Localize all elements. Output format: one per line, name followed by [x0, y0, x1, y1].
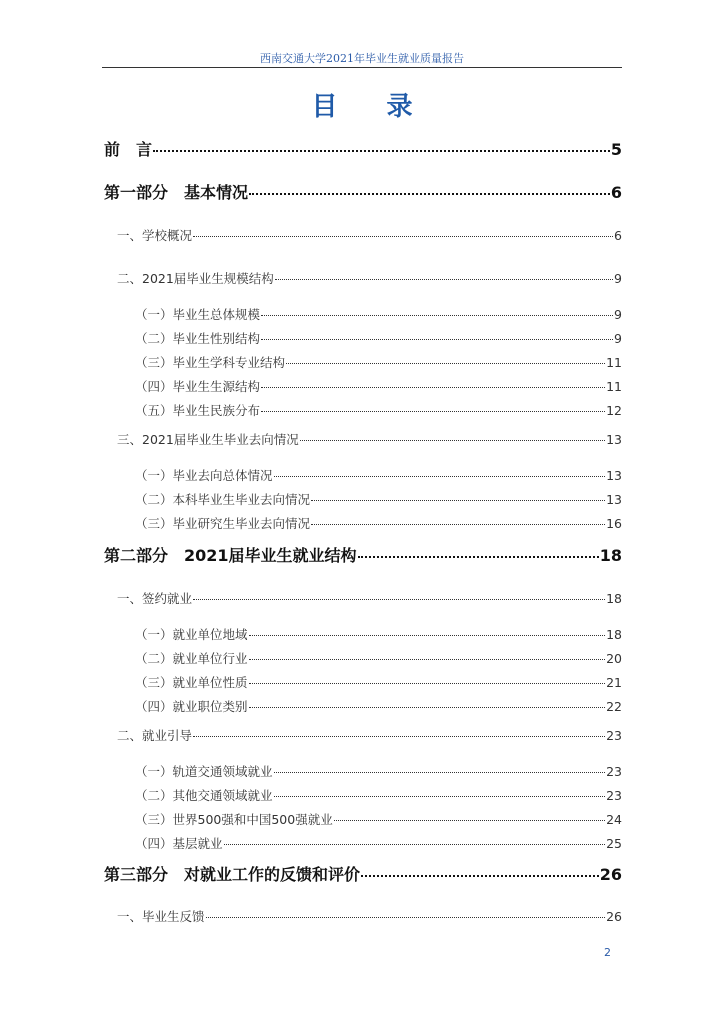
- toc-entry[interactable]: [135, 377, 622, 395]
- toc-entry-page: 5: [610, 140, 622, 159]
- toc-entry-title: （一）毕业生总体规模: [135, 307, 261, 322]
- toc-entry-page: 6: [614, 228, 622, 243]
- toc-entry-page: 9: [614, 331, 622, 346]
- toc-leader-dots: [274, 476, 606, 477]
- toc-entry-page: 6: [610, 183, 622, 202]
- toc-leader-dots: [334, 820, 605, 821]
- toc-entry-page: 22: [606, 699, 622, 714]
- toc-leader-dots: [261, 339, 613, 340]
- toc-entry-title: （一）毕业去向总体情况: [135, 468, 273, 483]
- toc-entry-page: 23: [606, 788, 622, 803]
- toc-leader-dots: [249, 683, 606, 684]
- toc-entry-page: 26: [599, 865, 622, 884]
- toc-leader-dots: [249, 659, 606, 660]
- toc-entry[interactable]: [135, 401, 622, 419]
- toc-entry-title: 二、2021届毕业生规模结构: [117, 271, 274, 286]
- toc-leader-dots: [193, 736, 605, 737]
- toc-entry-page: 13: [606, 468, 622, 483]
- toc-entry[interactable]: [117, 226, 622, 244]
- toc-entry-title: （二）毕业生性别结构: [135, 331, 261, 346]
- toc-entry-page: 18: [606, 627, 622, 642]
- toc-entry-title: （四）就业职位类别: [135, 699, 248, 714]
- toc-entry[interactable]: [135, 514, 622, 532]
- toc-entry[interactable]: [104, 180, 622, 203]
- toc-entry-page: 18: [606, 591, 622, 606]
- toc-entry-title: （三）毕业生学科专业结构: [135, 355, 286, 370]
- toc-entry-title: （二）其他交通领域就业: [135, 788, 273, 803]
- toc-entry-title: 第三部分 对就业工作的反馈和评价: [104, 865, 361, 884]
- toc-leader-dots: [261, 387, 605, 388]
- toc-entry[interactable]: [135, 625, 622, 643]
- toc-leader-dots: [261, 411, 605, 412]
- toc-entry-page: 9: [614, 307, 622, 322]
- toc-entry[interactable]: [135, 834, 622, 852]
- toc-entry-title: 二、就业引导: [117, 728, 193, 743]
- toc-leader-dots: [249, 707, 606, 708]
- toc-leader-dots: [193, 236, 613, 237]
- toc-entry-title: （二）就业单位行业: [135, 651, 248, 666]
- toc-leader-dots: [358, 556, 599, 558]
- toc-entry-title: （一）轨道交通领域就业: [135, 764, 273, 779]
- toc-entry[interactable]: [117, 430, 622, 448]
- toc-entry-title: 一、学校概况: [117, 228, 193, 243]
- toc-leader-dots: [286, 363, 605, 364]
- toc-entry-page: 18: [599, 546, 622, 565]
- toc-entry-page: 25: [606, 836, 622, 851]
- toc-entry-page: 23: [606, 764, 622, 779]
- toc-entry-title: （二）本科毕业生毕业去向情况: [135, 492, 311, 507]
- toc-entry[interactable]: [135, 673, 622, 691]
- toc-entry-title: 一、毕业生反馈: [117, 909, 205, 924]
- toc-leader-dots: [193, 599, 605, 600]
- toc-entry[interactable]: [117, 726, 622, 744]
- toc-entry[interactable]: [135, 490, 622, 508]
- toc-entry[interactable]: [135, 697, 622, 715]
- toc-leader-dots: [300, 440, 605, 441]
- toc-entry-title: 一、签约就业: [117, 591, 193, 606]
- toc-leader-dots: [153, 150, 610, 152]
- toc-entry-page: 9: [614, 271, 622, 286]
- toc-entry[interactable]: [135, 649, 622, 667]
- toc-title: 目 录: [311, 92, 433, 122]
- page-number: 2: [604, 946, 611, 959]
- toc-leader-dots: [249, 193, 610, 195]
- toc-entry[interactable]: [135, 353, 622, 371]
- toc-entry[interactable]: [104, 137, 622, 160]
- toc-entry-page: 21: [606, 675, 622, 690]
- toc-leader-dots: [224, 844, 606, 845]
- toc-entry[interactable]: [104, 862, 622, 885]
- toc-leader-dots: [206, 917, 606, 918]
- toc-leader-dots: [274, 796, 606, 797]
- toc-entry[interactable]: [117, 589, 622, 607]
- toc-entry[interactable]: [135, 305, 622, 323]
- toc-entry-title: （三）世界500强和中国500强就业: [135, 812, 333, 827]
- toc-leader-dots: [361, 875, 599, 877]
- toc-entry-title: （一）就业单位地域: [135, 627, 248, 642]
- header-rule: [102, 67, 622, 68]
- toc-entry-page: 20: [606, 651, 622, 666]
- toc-entry-page: 11: [606, 355, 622, 370]
- toc-entry-page: 24: [606, 812, 622, 827]
- toc-entry-page: 11: [606, 379, 622, 394]
- toc-entry-title: （三）毕业研究生毕业去向情况: [135, 516, 311, 531]
- running-header: 西南交通大学2021年毕业生就业质量报告: [260, 52, 464, 65]
- toc-leader-dots: [274, 772, 606, 773]
- toc-entry-page: 13: [606, 492, 622, 507]
- toc-leader-dots: [249, 635, 606, 636]
- toc-entry-title: （四）基层就业: [135, 836, 223, 851]
- toc-entry[interactable]: [135, 810, 622, 828]
- toc-entry-title: 三、2021届毕业生毕业去向情况: [117, 432, 299, 447]
- toc-leader-dots: [261, 315, 613, 316]
- toc-entry-page: 12: [606, 403, 622, 418]
- toc-entry[interactable]: [104, 543, 622, 566]
- toc-entry[interactable]: [135, 786, 622, 804]
- toc-entry-page: 13: [606, 432, 622, 447]
- toc-entry[interactable]: [135, 762, 622, 780]
- toc-entry-title: 第二部分 2021届毕业生就业结构: [104, 546, 357, 565]
- toc-entry-title: （三）就业单位性质: [135, 675, 248, 690]
- toc-entry-page: 26: [606, 909, 622, 924]
- toc-entry-page: 16: [606, 516, 622, 531]
- toc-leader-dots: [311, 500, 605, 501]
- toc-entry[interactable]: [135, 466, 622, 484]
- toc-entry-title: 第一部分 基本情况: [104, 183, 249, 202]
- toc-entry-page: 23: [606, 728, 622, 743]
- toc-leader-dots: [311, 524, 605, 525]
- toc-entry-title: （四）毕业生生源结构: [135, 379, 261, 394]
- toc-entry[interactable]: [117, 907, 622, 925]
- toc-entry[interactable]: [135, 329, 622, 347]
- toc-entry-title: 前 言: [104, 140, 153, 159]
- toc-leader-dots: [275, 279, 613, 280]
- toc-entry-title: （五）毕业生民族分布: [135, 403, 261, 418]
- toc-entry[interactable]: [117, 269, 622, 287]
